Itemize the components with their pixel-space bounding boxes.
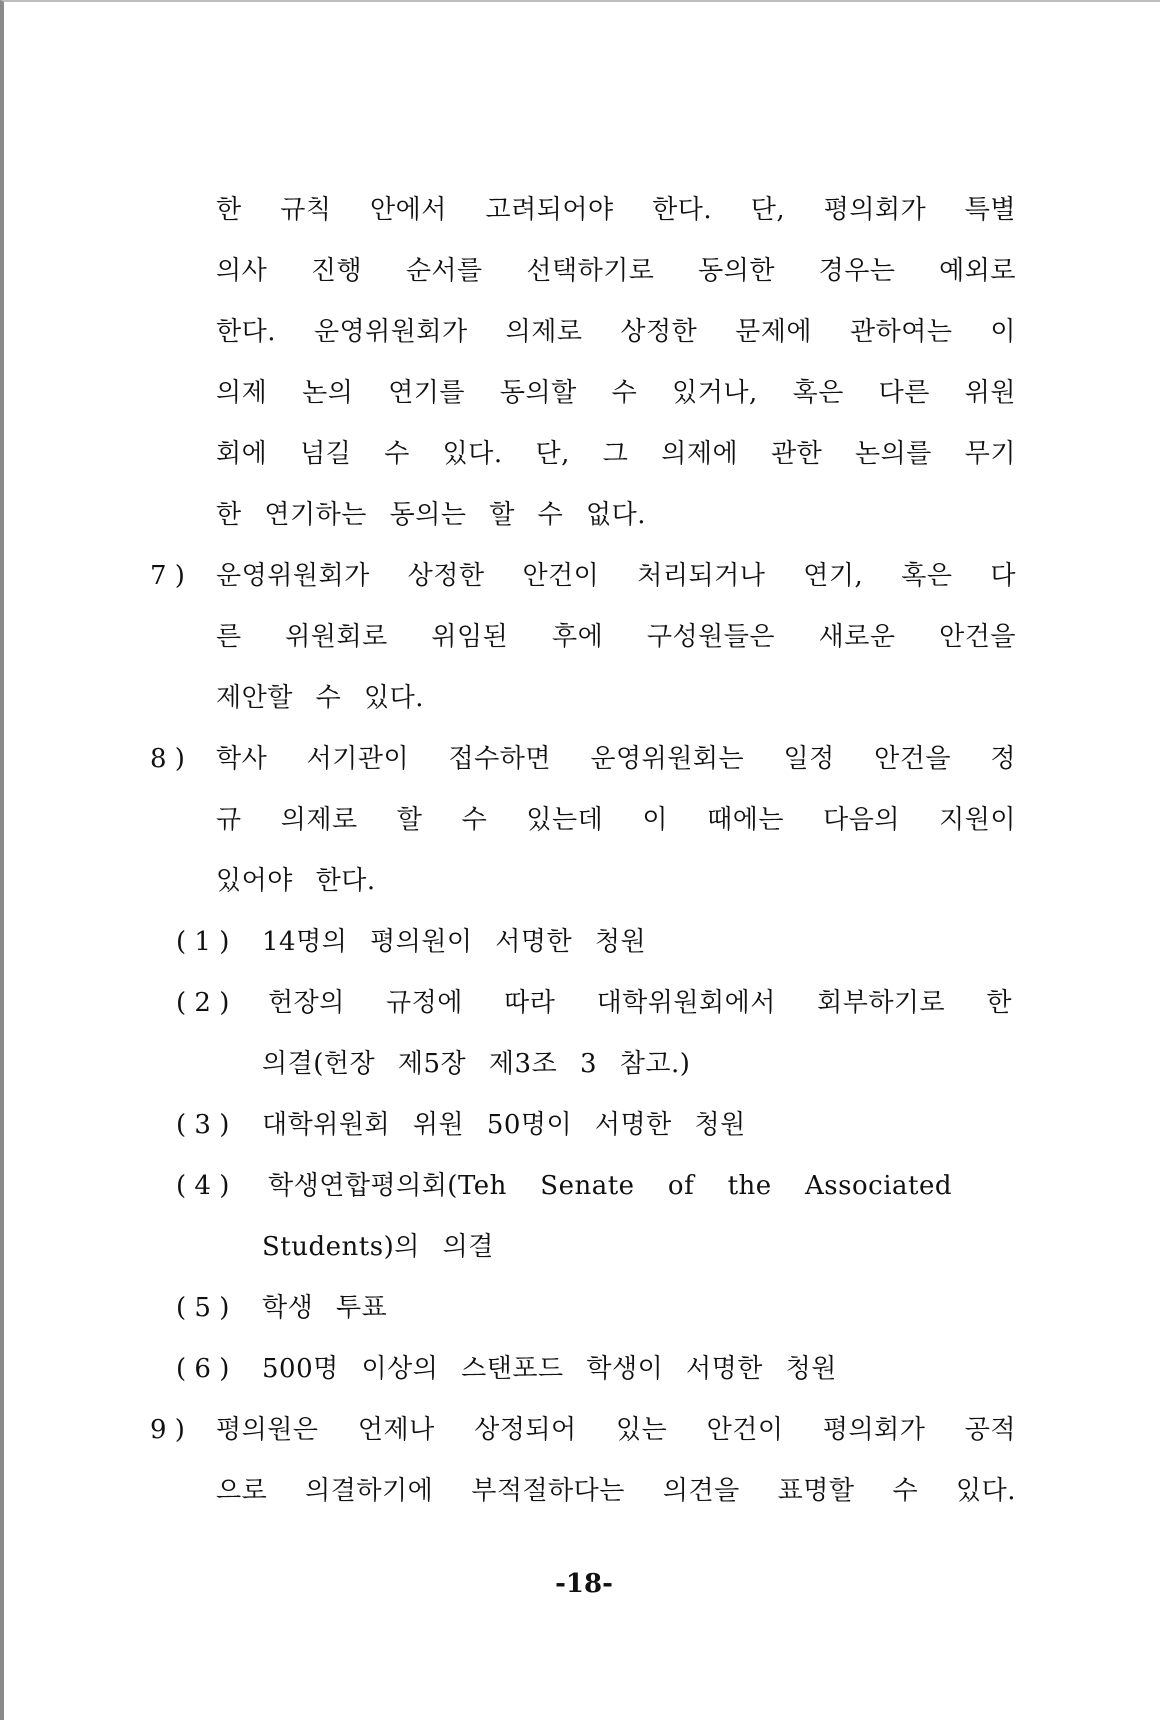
sub-item-text-2-cont: 의결(헌장 제5장 제3조 3 참고.) bbox=[262, 1049, 691, 1079]
text-line: 회에 넘길 수 있다. 단, 그 의제에 관한 논의를 무기 bbox=[216, 439, 1016, 469]
page-number: -18- bbox=[555, 1569, 613, 1599]
sub-item-text-4: 학생연합평의회(Teh Senate of the Associated bbox=[268, 1171, 952, 1201]
sub-item-marker-6: ( 6 ) bbox=[176, 1354, 230, 1384]
sub-item-marker-2: ( 2 ) bbox=[176, 988, 230, 1018]
sub-item-marker-3: ( 3 ) bbox=[176, 1110, 230, 1140]
text-line: 제안할 수 있다. bbox=[216, 683, 424, 713]
text-line: 의사 진행 순서를 선택하기로 동의한 경우는 예외로 bbox=[216, 256, 1016, 286]
sub-item-marker-4: ( 4 ) bbox=[176, 1171, 230, 1201]
sub-item-text-4-cont: Students)의 의결 bbox=[262, 1232, 494, 1262]
text-line: 운영위원회가 상정한 안건이 처리되거나 연기, 혹은 다 bbox=[216, 561, 1016, 591]
item-marker-9: 9 ) bbox=[150, 1415, 185, 1445]
text-line: 른 위원회로 위임된 후에 구성원들은 새로운 안건을 bbox=[216, 622, 1016, 652]
text-line: 한다. 운영위원회가 의제로 상정한 문제에 관하여는 이 bbox=[216, 317, 1016, 347]
text-line: 으로 의결하기에 부적절하다는 의견을 표명할 수 있다. bbox=[216, 1476, 1016, 1506]
text-line: 한 연기하는 동의는 할 수 없다. bbox=[216, 500, 646, 530]
text-line: 있어야 한다. bbox=[216, 866, 376, 896]
sub-item-text-3: 대학위원회 위원 50명이 서명한 청원 bbox=[262, 1110, 746, 1140]
text-line: 규 의제로 할 수 있는데 이 때에는 다음의 지원이 bbox=[216, 805, 1016, 835]
sub-item-text-5: 학생 투표 bbox=[262, 1293, 388, 1323]
text-line: 학사 서기관이 접수하면 운영위원회는 일정 안건을 정 bbox=[216, 744, 1016, 774]
sub-item-text-2: 헌장의 규정에 따라 대학위원회에서 회부하기로 한 bbox=[268, 988, 1012, 1018]
text-line: 의제 논의 연기를 동의할 수 있거나, 혹은 다른 위원 bbox=[216, 378, 1016, 408]
sub-item-marker-5: ( 5 ) bbox=[176, 1293, 230, 1323]
sub-item-text-1: 14명의 평의원이 서명한 청원 bbox=[262, 927, 647, 957]
text-line: 한 규칙 안에서 고려되어야 한다. 단, 평의회가 특별 bbox=[216, 195, 1016, 225]
sub-item-marker-1: ( 1 ) bbox=[176, 927, 230, 957]
item-marker-7: 7 ) bbox=[150, 561, 185, 591]
item-marker-8: 8 ) bbox=[150, 744, 185, 774]
text-line: 평의원은 언제나 상정되어 있는 안건이 평의회가 공적 bbox=[216, 1415, 1016, 1445]
sub-item-text-6: 500명 이상의 스탠포드 학생이 서명한 청원 bbox=[262, 1354, 837, 1384]
